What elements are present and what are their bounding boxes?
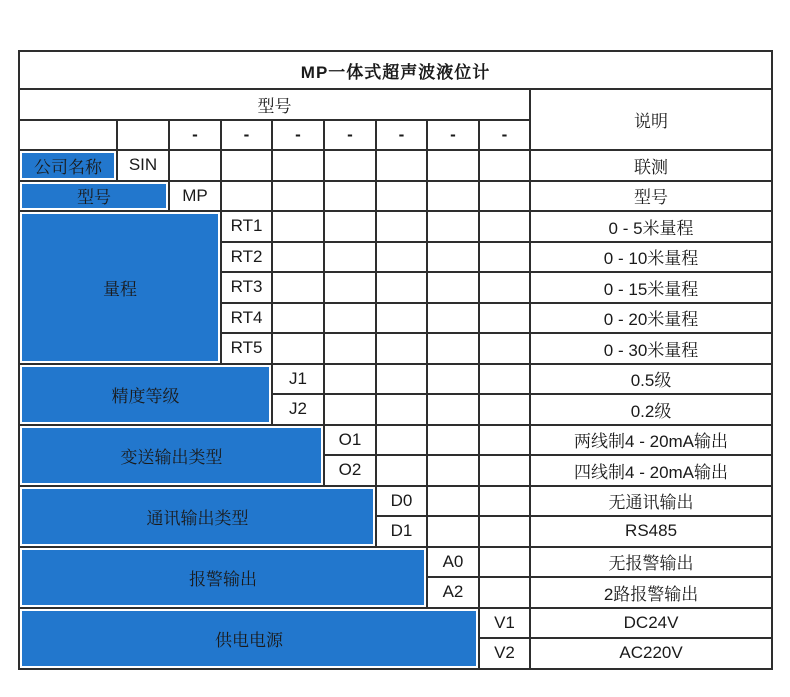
dash-cell: -: [169, 120, 221, 151]
empty-cell: [376, 364, 427, 395]
empty-cell: [427, 272, 479, 303]
table-title: MP一体式超声波液位计: [19, 51, 772, 89]
description-cell: 0 - 20米量程: [530, 303, 772, 334]
empty-cell: [324, 303, 376, 334]
description-cell: 0 - 5米量程: [530, 211, 772, 242]
empty-cell: [376, 303, 427, 334]
dash-cell: -: [479, 120, 530, 151]
description-cell: 2路报警输出: [530, 577, 772, 608]
empty-cell: [479, 242, 530, 273]
empty-cell: [479, 577, 530, 608]
code-cell-rt5: RT5: [221, 333, 272, 364]
empty-cell: [376, 211, 427, 242]
description-cell: 两线制4 - 20mA输出: [530, 425, 772, 456]
empty-cell: [221, 150, 272, 181]
model-number-header: 型号: [19, 89, 530, 120]
empty-cell: [427, 211, 479, 242]
empty-cell: [427, 242, 479, 273]
empty-cell: [376, 333, 427, 364]
section-label-company-name: 公司名称: [19, 150, 117, 181]
code-cell-a2: A2: [427, 577, 479, 608]
description-cell: DC24V: [530, 608, 772, 639]
empty-cell: [427, 181, 479, 212]
empty-cell: [479, 181, 530, 212]
dash-cell: -: [272, 120, 324, 151]
dash-cell: -: [427, 120, 479, 151]
model-selection-table: [18, 50, 773, 670]
code-cell-rt3: RT3: [221, 272, 272, 303]
empty-cell: [376, 242, 427, 273]
section-label-accuracy-class: 精度等级: [19, 364, 272, 425]
empty-cell: [376, 394, 427, 425]
empty-cell: [479, 364, 530, 395]
description-cell: 型号: [530, 181, 772, 212]
empty-cell: [427, 150, 479, 181]
section-label-comm-output-type: 通讯输出类型: [19, 486, 376, 547]
empty-cell: [479, 303, 530, 334]
empty-cell: [427, 333, 479, 364]
empty-cell: [479, 150, 530, 181]
empty-cell: [427, 425, 479, 456]
empty-cell: [376, 272, 427, 303]
code-cell-rt4: RT4: [221, 303, 272, 334]
empty-cell: [272, 242, 324, 273]
empty-cell: [324, 211, 376, 242]
empty-cell: [479, 394, 530, 425]
empty-cell: [376, 150, 427, 181]
empty-cell: [272, 150, 324, 181]
empty-cell: [427, 394, 479, 425]
empty-cell: [427, 364, 479, 395]
empty-cell: [324, 364, 376, 395]
empty-cell: [427, 516, 479, 547]
empty-cell: [324, 394, 376, 425]
description-cell: 联测: [530, 150, 772, 181]
description-cell: 0 - 15米量程: [530, 272, 772, 303]
empty-cell: [169, 150, 221, 181]
description-cell: 无报警输出: [530, 547, 772, 578]
code-cell-j2: J2: [272, 394, 324, 425]
section-label-model: 型号: [19, 181, 169, 212]
description-cell: 0 - 30米量程: [530, 333, 772, 364]
empty-cell: [272, 333, 324, 364]
empty-cell: [324, 242, 376, 273]
empty-cell: [479, 272, 530, 303]
code-cell-d0: D0: [376, 486, 427, 517]
empty-cell: [324, 333, 376, 364]
section-label-range: 量程: [19, 211, 221, 364]
code-cell-sin: SIN: [117, 150, 169, 181]
empty-cell: [479, 547, 530, 578]
description-cell: 四线制4 - 20mA输出: [530, 455, 772, 486]
empty-cell: [324, 150, 376, 181]
code-cell-mp: MP: [169, 181, 221, 212]
code-cell-j1: J1: [272, 364, 324, 395]
section-label-transmit-output-type: 变送输出类型: [19, 425, 324, 486]
empty-cell: [479, 486, 530, 517]
empty-cell: [479, 425, 530, 456]
code-cell-d1: D1: [376, 516, 427, 547]
description-cell: RS485: [530, 516, 772, 547]
code-cell-rt1: RT1: [221, 211, 272, 242]
section-label-power-supply: 供电电源: [19, 608, 479, 669]
code-cell-a0: A0: [427, 547, 479, 578]
empty-cell: [376, 455, 427, 486]
description-cell: 0.2级: [530, 394, 772, 425]
code-cell-o1: O1: [324, 425, 376, 456]
empty-cell: [376, 425, 427, 456]
empty-cell: [324, 272, 376, 303]
dash-cell: -: [324, 120, 376, 151]
empty-cell: [117, 120, 169, 151]
empty-cell: [272, 272, 324, 303]
empty-cell: [427, 455, 479, 486]
code-cell-v1: V1: [479, 608, 530, 639]
empty-cell: [427, 486, 479, 517]
dash-cell: -: [376, 120, 427, 151]
empty-cell: [376, 181, 427, 212]
empty-cell: [272, 303, 324, 334]
section-label-alarm-output: 报警输出: [19, 547, 427, 608]
empty-cell: [479, 455, 530, 486]
dash-cell: -: [221, 120, 272, 151]
empty-cell: [221, 181, 272, 212]
code-cell-o2: O2: [324, 455, 376, 486]
description-header: 说明: [530, 89, 772, 150]
empty-cell: [19, 120, 117, 151]
empty-cell: [479, 333, 530, 364]
empty-cell: [272, 211, 324, 242]
empty-cell: [427, 303, 479, 334]
code-cell-v2: V2: [479, 638, 530, 669]
empty-cell: [272, 181, 324, 212]
empty-cell: [324, 181, 376, 212]
empty-cell: [479, 211, 530, 242]
description-cell: AC220V: [530, 638, 772, 669]
description-cell: 无通讯输出: [530, 486, 772, 517]
code-cell-rt2: RT2: [221, 242, 272, 273]
empty-cell: [479, 516, 530, 547]
description-cell: 0.5级: [530, 364, 772, 395]
description-cell: 0 - 10米量程: [530, 242, 772, 273]
